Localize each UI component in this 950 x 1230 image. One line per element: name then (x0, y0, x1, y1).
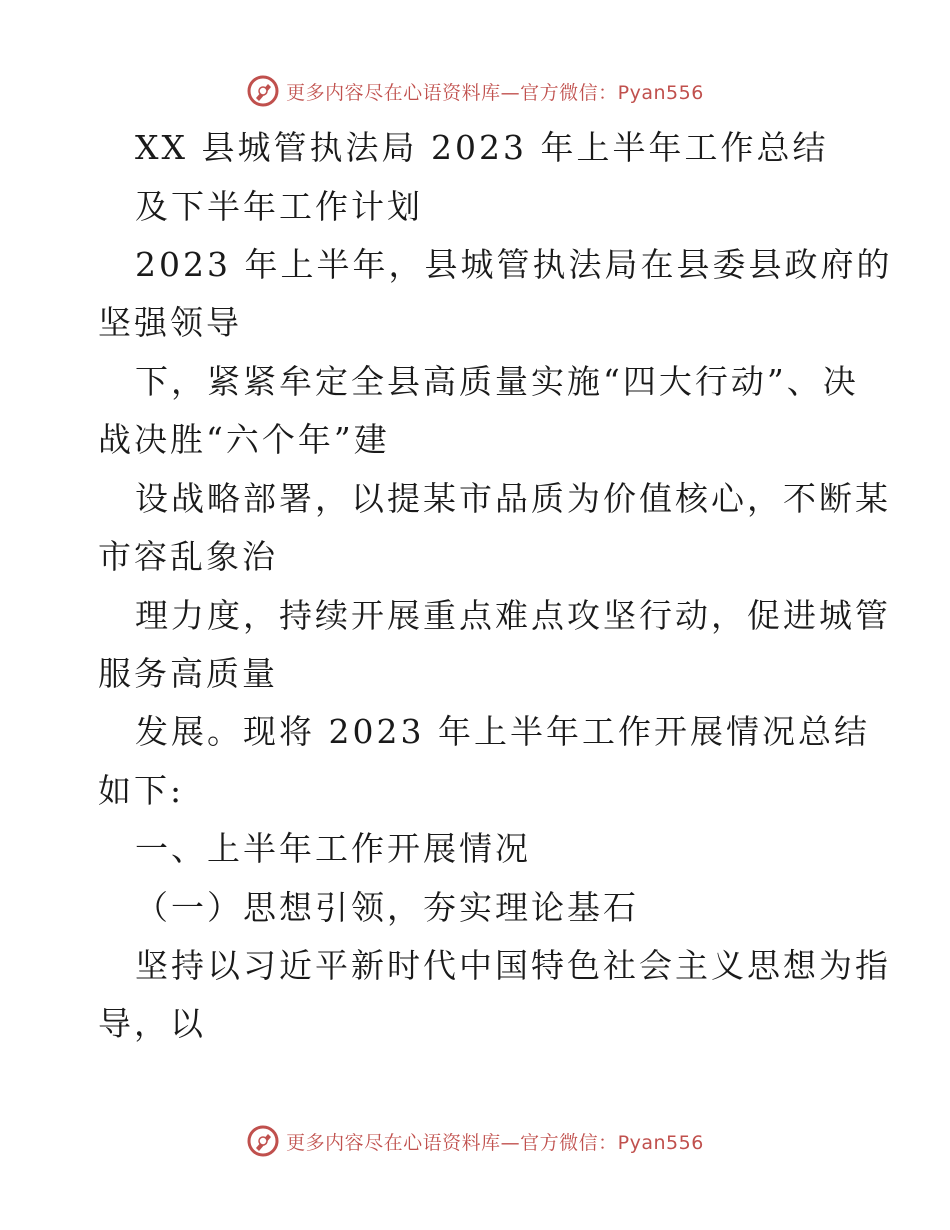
paragraph-line: 战决胜“六个年”建 (98, 420, 390, 459)
paragraph-line: 服务高质量 (98, 654, 278, 693)
section-heading: 一、上半年工作开展情况 (135, 829, 531, 868)
paragraph-line: 设战略部署，以提某市品质为价值核心，不断某 (135, 479, 891, 518)
subsection-heading: （一）思想引领，夯实理论基石 (135, 888, 639, 927)
paragraph-line: 发展。现将 2023 年上半年工作开展情况总结 (135, 712, 870, 751)
watermark-text: 更多内容尽在心语资料库—官方微信：Pyan556 (286, 81, 704, 104)
paragraph-line: 下，紧紧牟定全县高质量实施“四大行动”、决 (135, 362, 859, 401)
paragraph-line: 2023 年上半年，县城管执法局在县委县政府的 (135, 245, 893, 284)
paragraph-line: 导，以 (98, 1004, 206, 1043)
logo-icon (246, 1124, 280, 1158)
title-line-2: 及下半年工作计划 (135, 187, 423, 226)
paragraph-line: 坚持以习近平新时代中国特色社会主义思想为指 (135, 946, 891, 985)
watermark-text: 更多内容尽在心语资料库—官方微信：Pyan556 (286, 1131, 704, 1154)
paragraph-line: 市容乱象治 (98, 537, 278, 576)
paragraph-line: 如下: (98, 771, 185, 810)
paragraph-line: 理力度，持续开展重点难点攻坚行动，促进城管 (135, 596, 891, 635)
title-line-1: XX 县城管执法局 2023 年上半年工作总结 (135, 128, 829, 167)
paragraph-line: 坚强领导 (98, 303, 242, 342)
watermark-footer (0, 1124, 950, 1158)
